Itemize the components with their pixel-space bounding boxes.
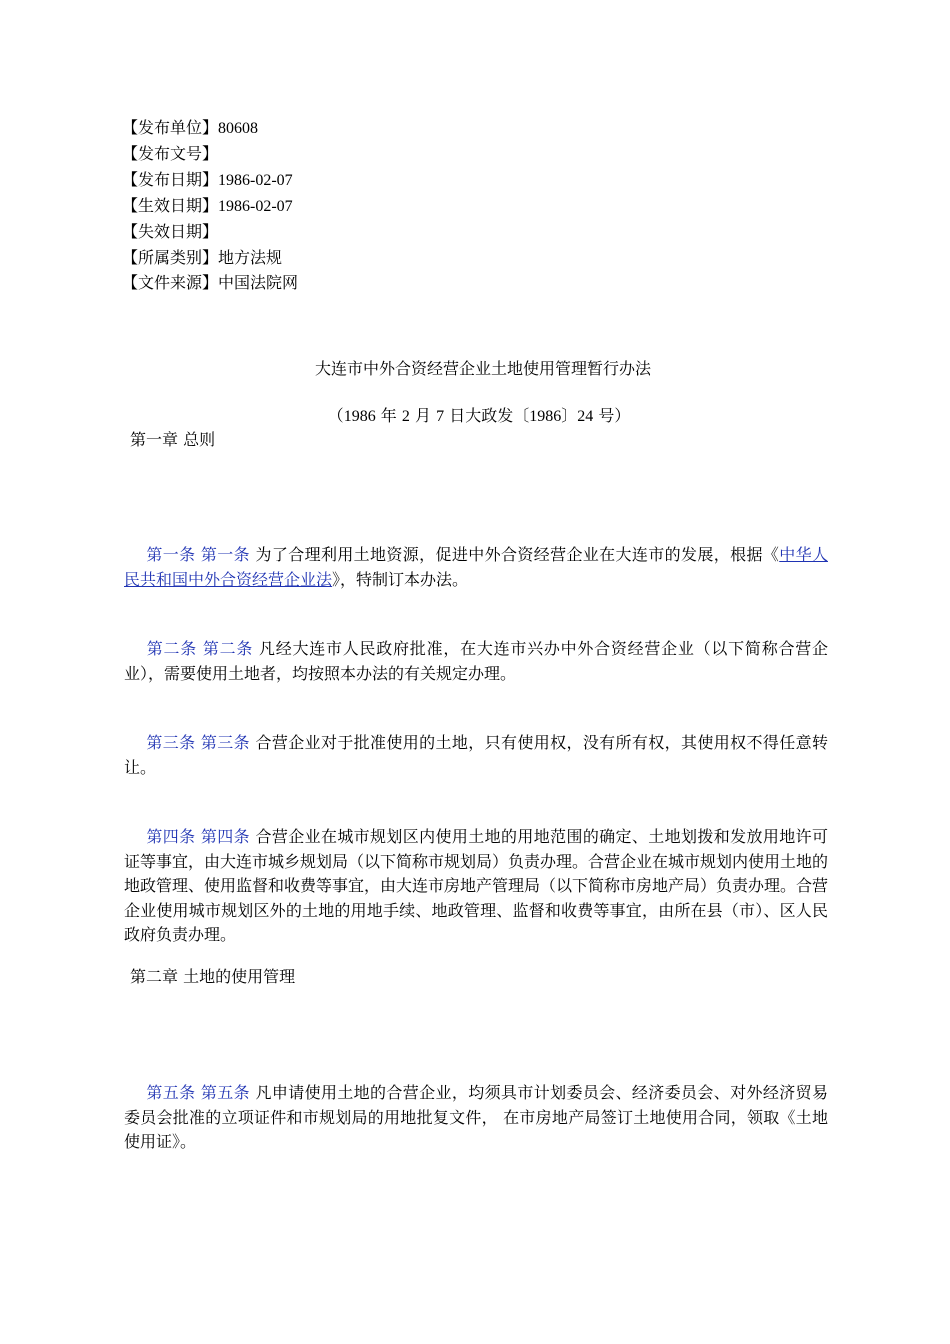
meta-category	[122, 245, 298, 270]
article-1	[124, 543, 828, 592]
article-2	[124, 637, 828, 686]
meta-value: 中国法院网	[218, 273, 299, 292]
article-number[interactable]: 第三条	[146, 733, 196, 752]
subtitle-year: 1986	[343, 408, 376, 425]
subtitle-day: 7	[436, 408, 445, 425]
subtitle-part: 〕	[561, 406, 578, 425]
subtitle-part: 号）	[598, 406, 631, 425]
meta-label: 【文件来源】	[122, 273, 219, 292]
meta-value: 1986-02-07	[218, 198, 293, 215]
meta-value: 1986-02-07	[218, 172, 293, 189]
law-reference-link[interactable]: 中华人民共和国中外合资经营企业法	[124, 545, 828, 589]
meta-label: 【发布日期】	[122, 170, 219, 189]
meta-value: 地方法规	[218, 248, 283, 267]
document-title: 大连市中外合资经营企业土地使用管理暂行办法	[314, 359, 651, 378]
article-number[interactable]: 第五条	[146, 1083, 196, 1102]
subtitle-part: 日大政发〔	[449, 406, 530, 425]
article-number-repeat[interactable]: 第四条	[200, 827, 251, 846]
meta-label: 【失效日期】	[122, 222, 219, 241]
article-number-repeat[interactable]: 第三条	[200, 733, 251, 752]
article-text: 为了合理利用土地资源，促进中外合资经营企业在大连市的发展，根据《	[255, 545, 780, 564]
chapter-heading-1: 第一章 总则	[130, 430, 216, 449]
subtitle-part: 月	[414, 406, 431, 425]
document-subtitle	[0, 404, 950, 429]
chapter-heading-2: 第二章 土地的使用管理	[130, 967, 296, 986]
article-text: 合营企业在城市规划区内使用土地的用地范围的确定、土地划拨和发放用地许可证等事宜，由大连市城乡规划局（以下简称市规划局）负责办理。合营企业在城市规划内使用土地的地政管理、使用监督和收费等事宜，由大连市房地产管理局（以下简称市房地产局）负责办理。合营企业使用城市规划区外的土地的用地手续、地政管理、监督和收费等事宜，由所在县（市）、区人民政府负责办理。	[124, 827, 829, 944]
article-text: 凡申请使用土地的合营企业，均须具市计划委员会、经济委员会、对外经济贸易委员会批准的立项证件和市规划局的用地批复文件， 在市房地产局签订土地使用合同，领取《土地使用证》。	[124, 1083, 828, 1151]
article-number-repeat[interactable]: 第一条	[200, 545, 251, 564]
meta-effective-date	[122, 193, 298, 219]
meta-doc-no	[122, 141, 298, 167]
meta-value: 80608	[218, 120, 259, 137]
article-text: 》，特制订本办法。	[332, 569, 469, 589]
meta-source	[122, 270, 298, 295]
meta-issue-date	[122, 167, 298, 193]
article-number[interactable]: 第四条	[146, 827, 196, 846]
article-number-repeat[interactable]: 第五条	[200, 1083, 251, 1102]
meta-publisher	[122, 115, 298, 141]
article-5	[124, 1081, 828, 1155]
meta-label: 【所属类别】	[122, 248, 219, 267]
article-text: 凡经大连市人民政府批准，在大连市兴办中外合资经营企业（以下简称合营企业），需要使用土地者，均按照本办法的有关规定办理。	[124, 639, 828, 683]
subtitle-doc-number: 24	[577, 408, 594, 425]
subtitle-part: （	[327, 406, 344, 425]
article-number[interactable]: 第一条	[146, 545, 196, 564]
meta-label: 【生效日期】	[122, 196, 219, 215]
article-number-repeat[interactable]: 第二条	[202, 639, 254, 658]
meta-label: 【发布单位】	[122, 118, 219, 137]
meta-expiry-date	[122, 219, 298, 245]
subtitle-month: 2	[401, 408, 410, 425]
article-4	[124, 825, 828, 948]
meta-label: 【发布文号】	[122, 144, 219, 163]
document-metadata	[122, 115, 298, 295]
article-text: 合营企业对于批准使用的土地，只有使用权，没有所有权，其使用权不得任意转让。	[124, 733, 828, 777]
article-number[interactable]: 第二条	[146, 639, 198, 658]
subtitle-part: 年	[380, 406, 397, 425]
subtitle-doc-year: 1986	[529, 408, 562, 425]
article-3	[124, 731, 828, 780]
